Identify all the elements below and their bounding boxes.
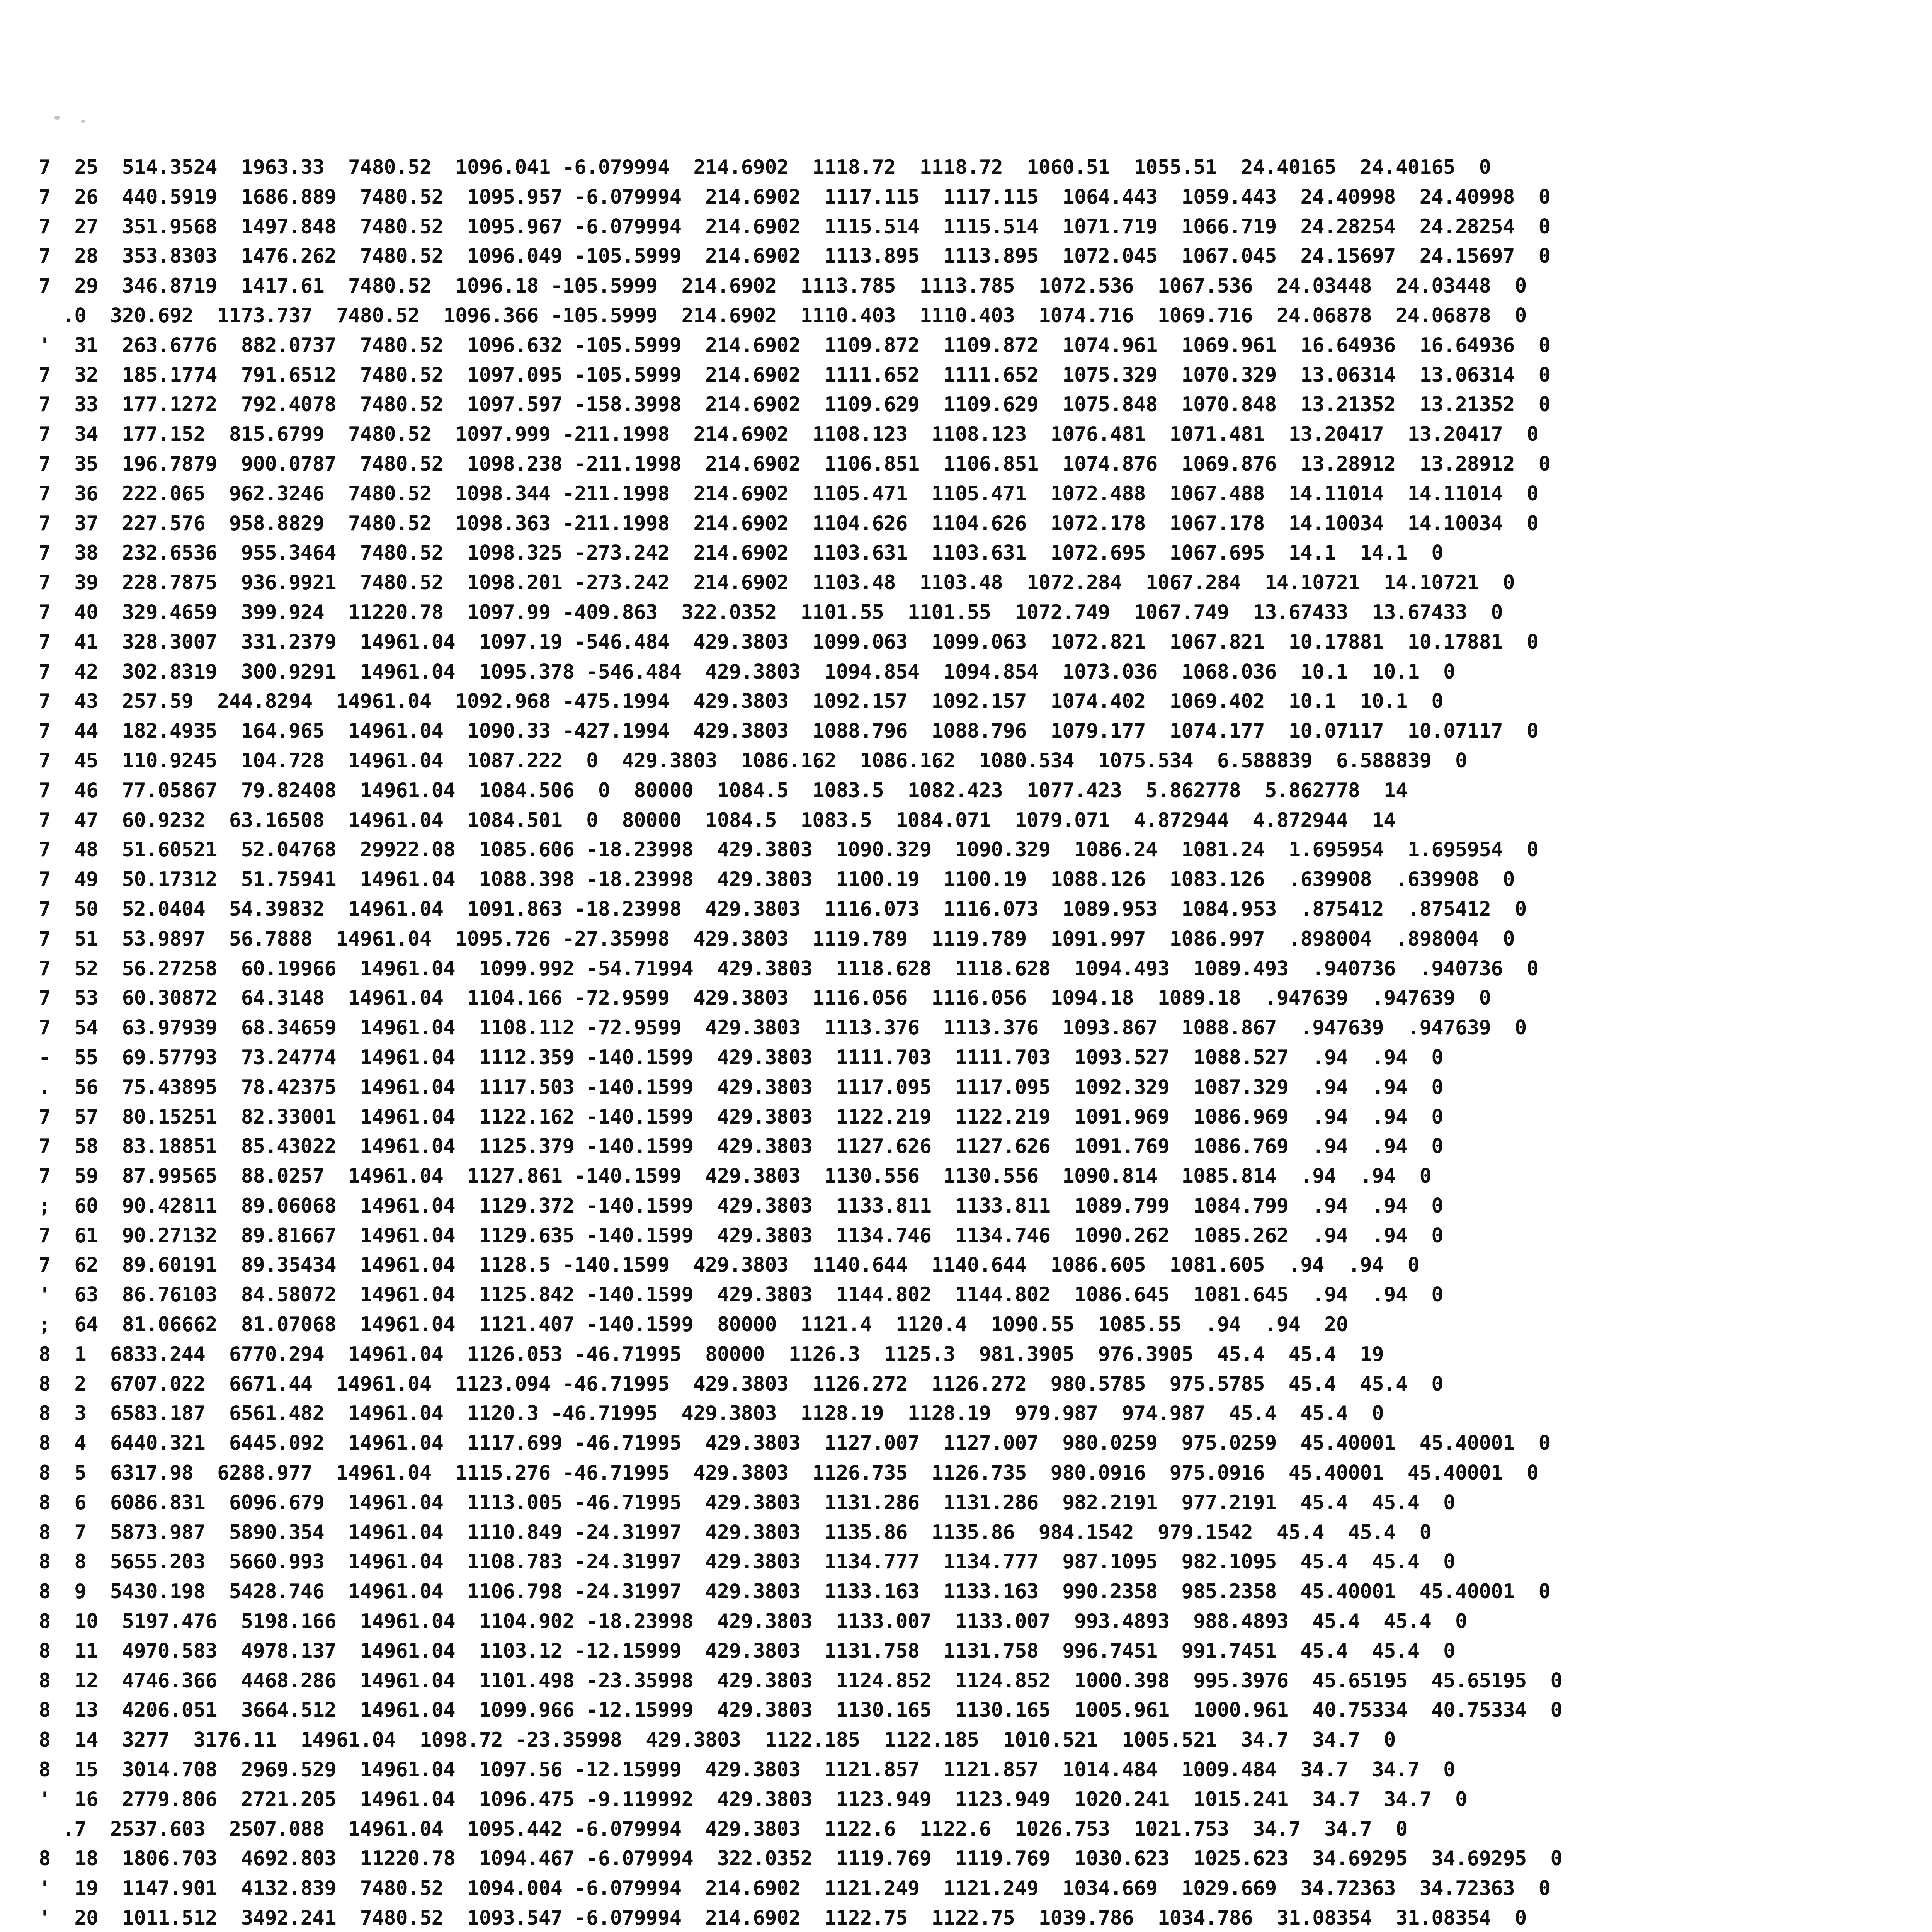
data-row: 7 62 89.60191 89.35434 14961.04 1128.5 -140.1599 429.3803 1140.644 1140.644 1086.605 1081.605 .94 .94 0 xyxy=(39,1253,1420,1277)
data-row: 7 26 440.5919 1686.889 7480.52 1095.957 -6.079994 214.6902 1117.115 1117.115 1064.443 1059.443 24.40998 24.40998 0 xyxy=(39,185,1551,209)
data-row: 7 47 60.9232 63.16508 14961.04 1084.501 0 80000 1084.5 1083.5 1084.071 1079.071 4.872944 4.872944 14 xyxy=(39,808,1396,832)
data-row: 8 13 4206.051 3664.512 14961.04 1099.966 -12.15999 429.3803 1130.165 1130.165 1005.961 1000.961 40.75334 40.75334 0 xyxy=(39,1699,1563,1722)
data-row: - 55 69.57793 73.24774 14961.04 1112.359 -140.1599 429.3803 1111.703 1111.703 1093.527 1088.527 .94 .94 0 xyxy=(39,1046,1444,1069)
data-row: 8 12 4746.366 4468.286 14961.04 1101.498 -23.35998 429.3803 1124.852 1124.852 1000.398 995.3976 45.65195 45.65195 0 xyxy=(39,1669,1563,1692)
data-row: 7 52 56.27258 60.19966 14961.04 1099.992 -54.71994 429.3803 1118.628 1118.628 1094.493 1089.493 .940736 .940736 0 xyxy=(39,957,1539,980)
data-row: 8 2 6707.022 6671.44 14961.04 1123.094 -46.71995 429.3803 1126.272 1126.272 980.5785 975.5785 45.4 45.4 0 xyxy=(39,1372,1444,1396)
data-row: ' 20 1011.512 3492.241 7480.52 1093.547 -6.079994 214.6902 1122.75 1122.75 1039.786 1034.786 31.08354 31.08354 0 xyxy=(39,1906,1527,1930)
data-row: ' 63 86.76103 84.58072 14961.04 1125.842 -140.1599 429.3803 1144.802 1144.802 1086.645 1081.645 .94 .94 0 xyxy=(39,1283,1444,1307)
data-row: 7 42 302.8319 300.9291 14961.04 1095.378 -546.484 429.3803 1094.854 1094.854 1073.036 1068.036 10.1 10.1 0 xyxy=(39,660,1455,684)
data-row: . 56 75.43895 78.42375 14961.04 1117.503 -140.1599 429.3803 1117.095 1117.095 1092.329 1087.329 .94 .94 0 xyxy=(39,1075,1444,1099)
data-row: 8 9 5430.198 5428.746 14961.04 1106.798 -24.31997 429.3803 1133.163 1133.163 990.2358 985.2358 45.40001 45.40001 0 xyxy=(39,1580,1551,1604)
data-row: 7 39 228.7875 936.9921 7480.52 1098.201 -273.242 214.6902 1103.48 1103.48 1072.284 1067.284 14.10721 14.10721 0 xyxy=(39,571,1515,595)
data-row: 7 54 63.97939 68.34659 14961.04 1108.112 -72.9599 429.3803 1113.376 1113.376 1093.867 1088.867 .947639 .947639 0 xyxy=(39,1016,1527,1040)
data-row: 7 49 50.17312 51.75941 14961.04 1088.398 -18.23998 429.3803 1100.19 1100.19 1088.126 1083.126 .639908 .639908 0 xyxy=(39,868,1515,891)
data-row: 7 46 77.05867 79.82408 14961.04 1084.506 0 80000 1084.5 1083.5 1082.423 1077.423 5.862778 5.862778 14 xyxy=(39,779,1408,802)
scan-speck xyxy=(54,116,60,120)
data-row: 8 4 6440.321 6445.092 14961.04 1117.699 -46.71995 429.3803 1127.007 1127.007 980.0259 975.0259 45.40001 45.40001 0 xyxy=(39,1432,1551,1455)
data-row: 8 5 6317.98 6288.977 14961.04 1115.276 -46.71995 429.3803 1126.735 1126.735 980.0916 975.0916 45.40001 45.40001 0 xyxy=(39,1461,1539,1485)
data-row: 8 1 6833.244 6770.294 14961.04 1126.053 -46.71995 80000 1126.3 1125.3 981.3905 976.3905 45.4 45.4 19 xyxy=(39,1342,1384,1366)
data-row: 7 40 329.4659 399.924 11220.78 1097.99 -409.863 322.0352 1101.55 1101.55 1072.749 1067.749 13.67433 13.67433 0 xyxy=(39,600,1503,624)
data-row: 7 36 222.065 962.3246 7480.52 1098.344 -211.1998 214.6902 1105.471 1105.471 1072.488 1067.488 14.11014 14.11014 0 xyxy=(39,482,1539,505)
data-row: 7 33 177.1272 792.4078 7480.52 1097.597 -158.3998 214.6902 1109.629 1109.629 1075.848 1070.848 13.21352 13.21352 0 xyxy=(39,393,1551,417)
data-row: ; 60 90.42811 89.06068 14961.04 1129.372 -140.1599 429.3803 1133.811 1133.811 1089.799 1084.799 .94 .94 0 xyxy=(39,1194,1444,1218)
data-row: 8 3 6583.187 6561.482 14961.04 1120.3 -46.71995 429.3803 1128.19 1128.19 979.987 974.987 45.4 45.4 0 xyxy=(39,1402,1384,1425)
data-row: 7 27 351.9568 1497.848 7480.52 1095.967 -6.079994 214.6902 1115.514 1115.514 1071.719 1066.719 24.28254 24.28254 0 xyxy=(39,215,1551,238)
data-row: 7 44 182.4935 164.965 14961.04 1090.33 -427.1994 429.3803 1088.796 1088.796 1079.177 1074.177 10.07117 10.07117 0 xyxy=(39,719,1539,743)
data-row: 7 34 177.152 815.6799 7480.52 1097.999 -211.1998 214.6902 1108.123 1108.123 1076.481 1071.481 13.20417 13.20417 0 xyxy=(39,423,1539,446)
data-row: ; 64 81.06662 81.07068 14961.04 1121.407 -140.1599 80000 1121.4 1120.4 1090.55 1085.55 .94 .94 20 xyxy=(39,1313,1348,1337)
data-row: 7 48 51.60521 52.04768 29922.08 1085.606 -18.23998 429.3803 1090.329 1090.329 1086.24 1081.24 1.695954 1.695954 0 xyxy=(39,838,1539,862)
data-row: 8 15 3014.708 2969.529 14961.04 1097.56 -12.15999 429.3803 1121.857 1121.857 1014.484 1009.484 34.7 34.7 0 xyxy=(39,1758,1455,1782)
data-row: 7 59 87.99565 88.0257 14961.04 1127.861 -140.1599 429.3803 1130.556 1130.556 1090.814 1085.814 .94 .94 0 xyxy=(39,1165,1432,1188)
data-listing xyxy=(39,153,1932,1932)
data-row: 7 37 227.576 958.8829 7480.52 1098.363 -211.1998 214.6902 1104.626 1104.626 1072.178 1067.178 14.10034 14.10034 0 xyxy=(39,512,1539,535)
data-row: 7 43 257.59 244.8294 14961.04 1092.968 -475.1994 429.3803 1092.157 1092.157 1074.402 1069.402 10.1 10.1 0 xyxy=(39,690,1444,713)
data-row: 7 28 353.8303 1476.262 7480.52 1096.049 -105.5999 214.6902 1113.895 1113.895 1072.045 1067.045 24.15697 24.15697 0 xyxy=(39,245,1551,268)
data-row: 7 58 83.18851 85.43022 14961.04 1125.379 -140.1599 429.3803 1127.626 1127.626 1091.769 1086.769 .94 .94 0 xyxy=(39,1135,1444,1158)
data-row: 8 7 5873.987 5890.354 14961.04 1110.849 -24.31997 429.3803 1135.86 1135.86 984.1542 979.1542 45.4 45.4 0 xyxy=(39,1520,1432,1544)
data-row: 8 18 1806.703 4692.803 11220.78 1094.467 -6.079994 322.0352 1119.769 1119.769 1030.623 1025.623 34.69295 34.69295 0 xyxy=(39,1847,1563,1871)
data-row: 8 8 5655.203 5660.993 14961.04 1108.783 -24.31997 429.3803 1134.777 1134.777 987.1095 982.1095 45.4 45.4 0 xyxy=(39,1550,1455,1574)
data-row: 7 57 80.15251 82.33001 14961.04 1122.162 -140.1599 429.3803 1122.219 1122.219 1091.969 1086.969 .94 .94 0 xyxy=(39,1105,1444,1129)
data-row: 7 35 196.7879 900.0787 7480.52 1098.238 -211.1998 214.6902 1106.851 1106.851 1074.876 1069.876 13.28912 13.28912 0 xyxy=(39,452,1551,476)
data-row: .0 320.692 1173.737 7480.52 1096.366 -105.5999 214.6902 1110.403 1110.403 1074.716 1069.716 24.06878 24.06878 0 xyxy=(39,304,1527,327)
data-row: 7 41 328.3007 331.2379 14961.04 1097.19 -546.484 429.3803 1099.063 1099.063 1072.821 1067.821 10.17881 10.17881 0 xyxy=(39,630,1539,654)
scan-speck xyxy=(81,120,85,123)
data-row: 7 29 346.8719 1417.61 7480.52 1096.18 -105.5999 214.6902 1113.785 1113.785 1072.536 1067.536 24.03448 24.03448 0 xyxy=(39,274,1527,298)
data-row: 7 53 60.30872 64.3148 14961.04 1104.166 -72.9599 429.3803 1116.056 1116.056 1094.18 1089.18 .947639 .947639 0 xyxy=(39,986,1491,1010)
data-row: 7 32 185.1774 791.6512 7480.52 1097.095 -105.5999 214.6902 1111.652 1111.652 1075.329 1070.329 13.06314 13.06314 0 xyxy=(39,363,1551,387)
data-row: 8 10 5197.476 5198.166 14961.04 1104.902 -18.23998 429.3803 1133.007 1133.007 993.4893 988.4893 45.4 45.4 0 xyxy=(39,1610,1467,1633)
data-row: ' 16 2779.806 2721.205 14961.04 1096.475 -9.119992 429.3803 1123.949 1123.949 1020.241 1015.241 34.7 34.7 0 xyxy=(39,1787,1467,1811)
data-row: 7 51 53.9897 56.7888 14961.04 1095.726 -27.35998 429.3803 1119.789 1119.789 1091.997 1086.997 .898004 .898004 0 xyxy=(39,927,1515,951)
data-row: 7 25 514.3524 1963.33 7480.52 1096.041 -6.079994 214.6902 1118.72 1118.72 1060.51 1055.51 24.40165 24.40165 0 xyxy=(39,156,1491,179)
data-row: ' 31 263.6776 882.0737 7480.52 1096.632 -105.5999 214.6902 1109.872 1109.872 1074.961 1069.961 16.64936 16.64936 0 xyxy=(39,333,1551,357)
data-row: 8 11 4970.583 4978.137 14961.04 1103.12 -12.15999 429.3803 1131.758 1131.758 996.7451 991.7451 45.4 45.4 0 xyxy=(39,1639,1455,1663)
data-row: .7 2537.603 2507.088 14961.04 1095.442 -6.079994 429.3803 1122.6 1122.6 1026.753 1021.753 34.7 34.7 0 xyxy=(39,1817,1408,1841)
data-row: 7 61 90.27132 89.81667 14961.04 1129.635 -140.1599 429.3803 1134.746 1134.746 1090.262 1085.262 .94 .94 0 xyxy=(39,1224,1444,1247)
data-row: 7 50 52.0404 54.39832 14961.04 1091.863 -18.23998 429.3803 1116.073 1116.073 1089.953 1084.953 .875412 .875412 0 xyxy=(39,897,1527,921)
data-row: 7 38 232.6536 955.3464 7480.52 1098.325 -273.242 214.6902 1103.631 1103.631 1072.695 1067.695 14.1 14.1 0 xyxy=(39,541,1444,565)
data-row: 8 14 3277 3176.11 14961.04 1098.72 -23.35998 429.3803 1122.185 1122.185 1010.521 1005.521 34.7 34.7 0 xyxy=(39,1728,1396,1752)
data-row: ' 19 1147.901 4132.839 7480.52 1094.004 -6.079994 214.6902 1121.249 1121.249 1034.669 1029.669 34.72363 34.72363 0 xyxy=(39,1877,1551,1900)
data-row: 7 45 110.9245 104.728 14961.04 1087.222 0 429.3803 1086.162 1086.162 1080.534 1075.534 6.588839 6.588839 0 xyxy=(39,749,1467,772)
data-row: 8 6 6086.831 6096.679 14961.04 1113.005 -46.71995 429.3803 1131.286 1131.286 982.2191 977.2191 45.4 45.4 0 xyxy=(39,1491,1455,1514)
